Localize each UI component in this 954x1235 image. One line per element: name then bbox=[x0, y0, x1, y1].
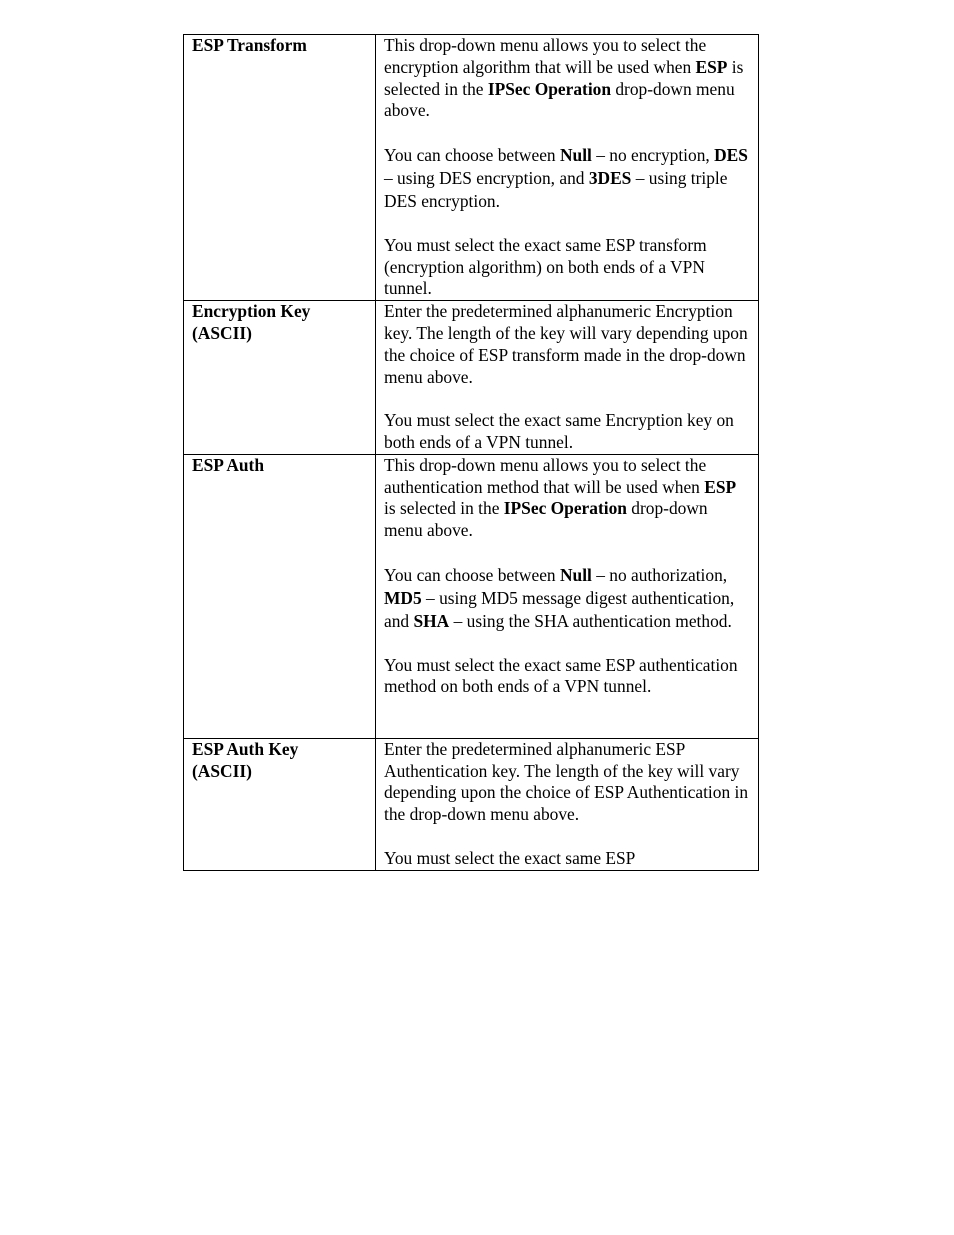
description-paragraph: This drop-down menu allows you to select the encryption algorithm that will be used when ESP is selected in the IPSec Operation drop-down menu above. bbox=[384, 35, 744, 121]
description-cell bbox=[376, 738, 759, 870]
term-line: ESP Auth Key bbox=[192, 738, 299, 759]
table-row bbox=[184, 454, 759, 738]
description-paragraph: This drop-down menu allows you to select the authentication method that will be used when ESP is selected in the IPSec Operation drop-down menu above. bbox=[384, 454, 737, 541]
description-paragraph: Enter the predetermined alphanumeric Encryption key. The length of the key will vary depending upon the choice of ESP transform made in the drop-down menu above. bbox=[384, 301, 748, 387]
description-paragraph: Enter the predetermined alphanumeric ESP Authentication key. The length of the key will vary depending upon the choice of ESP Authentication in the drop-down menu above. bbox=[384, 738, 749, 825]
description-cell bbox=[376, 35, 759, 301]
term-cell bbox=[184, 454, 376, 738]
table-row bbox=[184, 738, 759, 870]
description-paragraph: You can choose between Null – no encryption, DES – using DES encryption, and 3DES – using triple DES encryption. bbox=[384, 144, 748, 211]
description-paragraph: You can choose between Null – no authorization, MD5 – using MD5 message digest authentication, and SHA – using the SHA authentication method. bbox=[384, 564, 735, 631]
table-row bbox=[184, 301, 759, 455]
term-cell bbox=[184, 301, 376, 455]
settings-table bbox=[183, 34, 759, 871]
term-line: Encryption Key bbox=[192, 301, 311, 322]
term-line: (ASCII) bbox=[192, 760, 252, 781]
term-line: ESP Auth bbox=[192, 454, 265, 475]
description-cell bbox=[376, 301, 759, 455]
description-paragraph: You must select the exact same ESP bbox=[384, 847, 636, 868]
term-line: (ASCII) bbox=[192, 322, 252, 343]
description-paragraph: You must select the exact same ESP transform (encryption algorithm) on both ends of a VPN tunnel. bbox=[384, 234, 707, 299]
description-paragraph: You must select the exact same Encryption key on both ends of a VPN tunnel. bbox=[384, 410, 734, 452]
description-paragraph: You must select the exact same ESP authentication method on both ends of a VPN tunnel. bbox=[384, 654, 738, 697]
term-cell bbox=[184, 35, 376, 301]
description-cell bbox=[376, 454, 759, 738]
term-line: ESP Transform bbox=[192, 35, 307, 55]
table-row bbox=[184, 35, 759, 301]
term-cell bbox=[184, 738, 376, 870]
